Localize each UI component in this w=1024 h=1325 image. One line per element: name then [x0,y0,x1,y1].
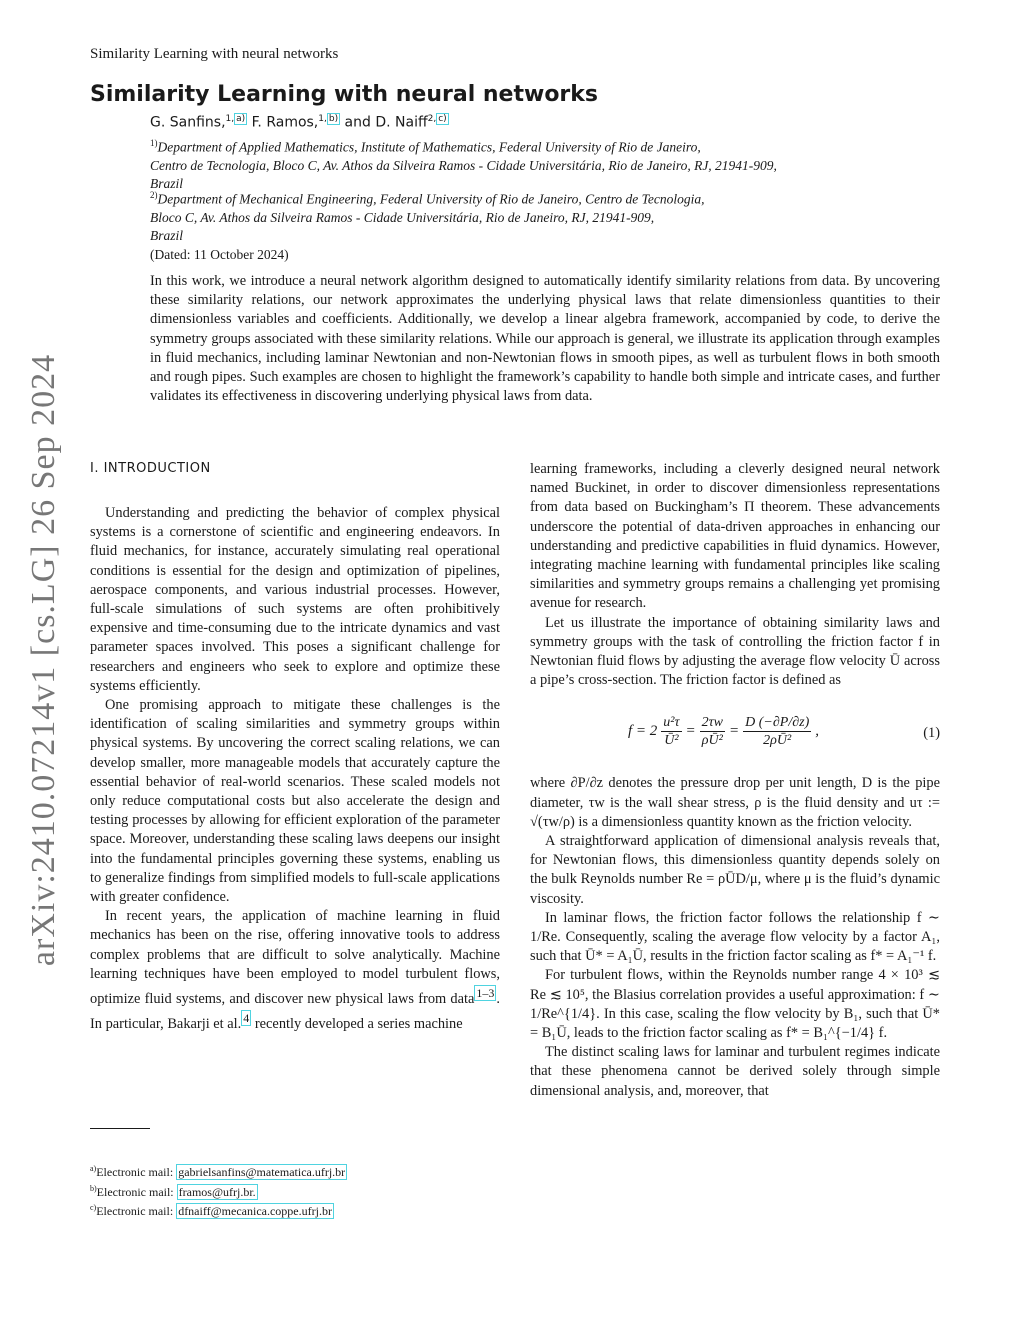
footnote-c-label: Electronic mail: [96,1204,177,1218]
author-list [150,114,449,131]
equation-fraction-1-num: u²τ [663,715,680,731]
footnote-a-label: Electronic mail: [96,1165,177,1179]
author-naiff: and D. Naiff [344,114,428,131]
equation-1 [530,690,940,774]
affiliation-1 [150,134,910,193]
equation-equals-1: = [685,723,696,740]
section-heading-introduction: I. INTRODUCTION [90,461,211,476]
author-ramos-affil: 1, [318,114,327,124]
equation-lhs: f = 2 [628,723,658,740]
dated-line: (Dated: 11 October 2024) [150,247,289,262]
footnote-c-mark: c) [90,1203,97,1212]
affiliation-1-line-2: Centro de Tecnologia, Bloco C, Av. Athos da Silveira Ramos - Cidade Universitária, Rio de Janeiro, RJ, 21941-909, [150,157,777,173]
citation-link-4[interactable]: 4 [243,1011,250,1026]
affiliation-2-mark: 2) [150,190,158,200]
right-paragraph-4: A straightforward application of dimensional analysis reveals that, for Newtonian flows, this dimensionless quantity depends solely on the bulk Reynolds number Re = ρŪD/μ, where μ is the fluid’s dynamic viscosity. [530,833,940,907]
affiliation-2-line-3: Brazil [150,227,184,243]
footnote-a [90,1161,347,1181]
affiliation-1-mark: 1) [150,138,158,148]
equation-tail: , [815,723,819,740]
equation-fraction-3-num: D (−∂P/∂z) [745,715,810,731]
intro-paragraph-3-text-a: In recent years, the application of machine learning in fluid mechanics has been on the rise, offering innovative tools to address complex problems that are difficult to solve analytically. Machine learning techniques have been employed to model turbulent flows, optimize fluid systems, and discover new physical laws from data [90,908,500,1007]
right-paragraph-1: learning frameworks, including a cleverly designed neural network named Buckinet, in order to discover dimensionless representations from data based on Buckingham’s Π theorem. These advancements underscore the potential of data-driven approaches in enhancing our understanding and predictive capabilities in fluid dynamics. However, integrating machine learning with fundamental principles like scaling similarities and symmetry groups remains a challenging yet promising avenue for research. [530,461,940,612]
right-paragraph-5: In laminar flows, the friction factor follows the relationship f ∼ 1/Re. Consequently, scaling the average flow velocity by a factor A₁, such that Ū* = A₁Ū, results in the friction factor scaling as f* = A₁⁻¹ f. [530,909,940,965]
affiliation-2-line-1: Department of Mechanical Engineering, Federal University of Rio de Janeiro, Centro de Tecnologia, [157,191,705,207]
equation-fraction-2-den: ρŪ² [701,733,723,749]
author-ramos: F. Ramos, [251,114,319,131]
footnote-b-label: Electronic mail: [96,1184,177,1199]
intro-paragraph-2: One promising approach to mitigate these challenges is the identification of scaling similarities and symmetry groups within physical systems. By uncovering the correct scaling relations, we can develop smaller, more manageable models that accurately capture the essential behavior of real-world scenarios. These scaled models not only reduce computational costs but also accelerate the design and testing processes by allowing for efficient exploration of the parameter space. Moreover, understanding these scaling laws deepens our insight into the fundamental principles governing these systems, enabling us to generalize findings from simplified models to full-scale applications with greater confidence. [90,697,500,906]
footnote-a-mark: a) [90,1164,97,1173]
email-link-sanfins[interactable]: gabrielsanfins@matematica.ufrj.br [178,1165,346,1179]
equation-equals-2: = [729,723,740,740]
running-head: Similarity Learning with neural networks [90,46,339,62]
abstract: In this work, we introduce a neural network algorithm designed to automatically identify similarity relations from data. By uncovering these similarity relations, our network approximates the underlying physical laws that relate dimensionless quantities to their dimensionless variables and coefficients. Additionally, we develop a linear algebra framework, accompanied by code, to derive the symmetry groups associated with these similarity relations. While our approach is general, we illustrate its application through examples in fluid mechanics, including laminar Newtonian and non-Newtonian flows in smooth pipes, as well as turbulent flows in both smooth and rough pipes. Such examples are chosen to highlight the framework’s capability to handle both simple and intricate cases, and further validates its effectiveness in discovering underlying physical laws from data. [150,273,940,405]
left-column [90,504,500,1034]
footnote-link-b[interactable]: b) [328,114,339,124]
footnote-c [90,1200,347,1220]
footnotes [90,1161,347,1220]
equation-1-body [628,714,819,749]
paper-title: Similarity Learning with neural networks [90,82,599,107]
right-paragraph-6: For turbulent flows, within the Reynolds number range 4 × 10³ ≲ Re ≲ 10⁵, the Blasius correlation provides a useful approximation: f ∼ 1/Re^{1/4}. In this case, scaling the flow velocity by B₁, such that Ū* = B₁Ū, leads to the friction factor scaling as f* = B₁^{−1/4} f. [530,967,940,1042]
citation-link-1-3[interactable]: 1–3 [476,986,495,1001]
right-column [530,460,940,1101]
email-link-ramos[interactable]: framos@ufrj.br. [178,1184,256,1199]
email-link-naiff[interactable]: dfnaiff@mecanica.coppe.ufrj.br [178,1204,332,1218]
arxiv-stamp [14,350,74,970]
right-paragraph-2: Let us illustrate the importance of obtaining similarity laws and symmetry groups with the task of controlling the friction factor f in Newtonian fluid flows by adjusting the average flow velocity Ū across a pipe’s cross-section. The friction factor is defined as [530,614,940,689]
right-paragraph-3: where ∂P/∂z denotes the pressure drop per unit length, D is the pipe diameter, τw is the wall shear stress, ρ is the fluid density and uτ := √(τw/ρ) is a dimensionless quantity known as the friction velocity. [530,775,940,830]
affiliation-2-line-2: Bloco C, Av. Athos da Silveira Ramos - Cidade Universitária, Rio de Janeiro, RJ, 21941-909, [150,209,655,225]
affiliation-2 [150,186,910,245]
intro-paragraph-3-text-b: . In particular, Bakarji et al. [90,990,500,1032]
equation-fraction-2 [700,714,725,749]
footnote-b [90,1181,347,1201]
intro-paragraph-3-text-c: recently developed a series machine [251,1015,463,1032]
affiliation-1-line-1: Department of Applied Mathematics, Institute of Mathematics, Federal University of Rio de Janeiro, [157,139,701,155]
equation-fraction-1-den: Ū² [664,733,679,749]
affiliation-1-line-3: Brazil [150,175,184,191]
right-paragraph-7: The distinct scaling laws for laminar and turbulent regimes indicate that these phenomena cannot be derived solely through simple dimensional analysis, and, moreover, that [530,1044,940,1099]
footnote-b-mark: b) [90,1183,97,1193]
equation-fraction-3-den: 2ρŪ² [763,733,792,749]
equation-number: (1) [923,725,940,742]
arxiv-id: arXiv:2410.07214v1 [cs.LG] 26 Sep 2024 [25,353,62,967]
footnote-rule [90,1128,150,1129]
equation-fraction-3 [743,714,811,749]
equation-fraction-1 [661,714,681,749]
footnote-link-a[interactable]: a) [236,114,246,124]
equation-fraction-2-num: 2τw [701,715,723,731]
intro-paragraph-3 [90,907,500,1034]
footnote-link-c[interactable]: c) [438,114,447,124]
author-sanfins: G. Sanfins, [150,114,226,131]
author-naiff-affil: 2, [427,114,437,124]
intro-paragraph-1: Understanding and predicting the behavior of complex physical systems is a cornerstone of scientific and engineering endeavors. In fluid mechanics, for instance, accurately simulating real operational conditions is essential for the design and optimization of pipelines, aerospace components, and various industrial processes. However, full-scale simulations of such systems are often prohibitively expensive and time-consuming due to the intricate dynamics and vast parameter spaces involved. This poses a significant challenge for researchers and engineers who seek to explore and optimize these systems efficiently. [90,505,500,694]
author-sanfins-affil: 1, [225,114,235,124]
